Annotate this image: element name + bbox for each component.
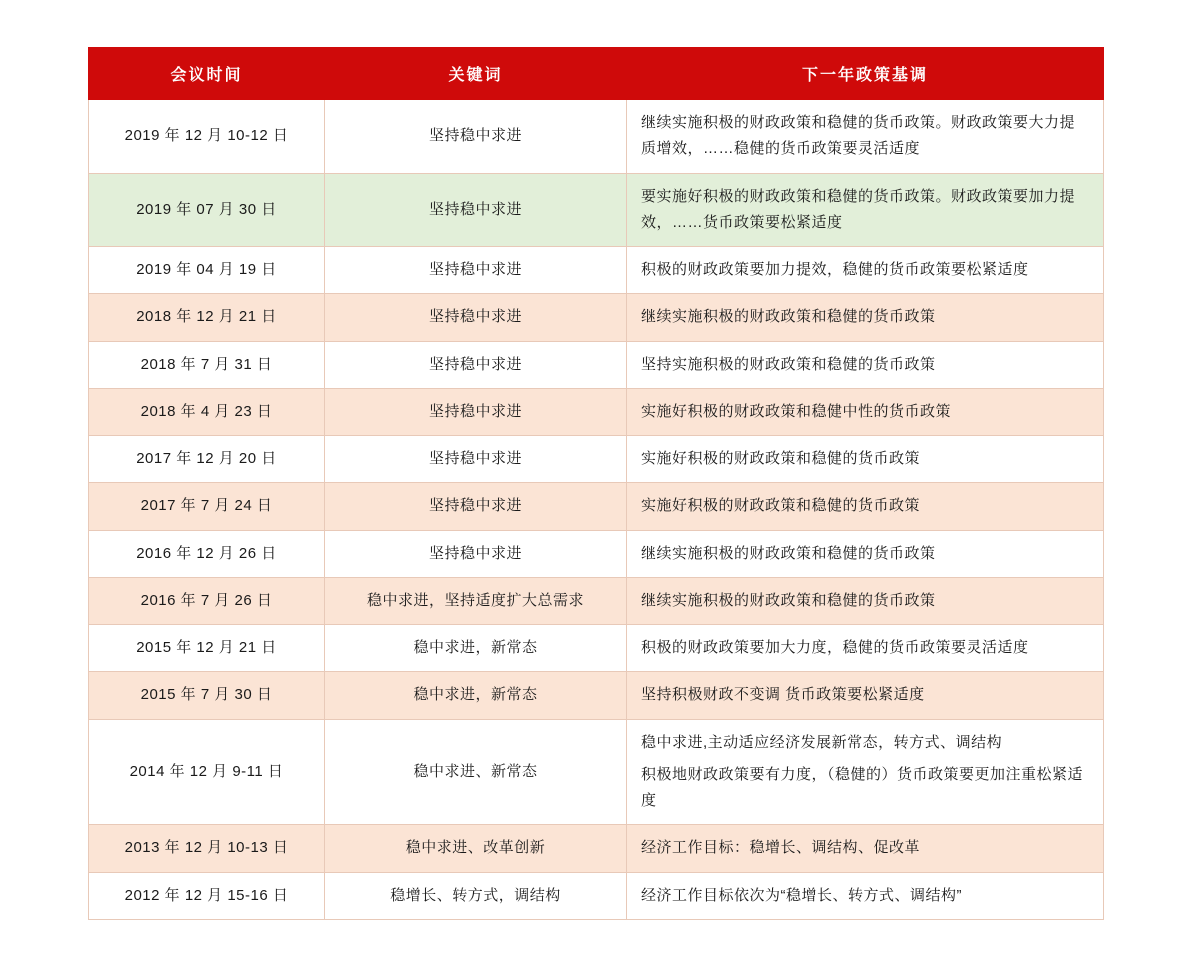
policy-line: 稳中求进,主动适应经济发展新常态，转方式、调结构 [641, 733, 1003, 751]
table-row [89, 341, 1104, 388]
policy-line: 积极的财政政策要加大力度，稳健的货币政策要灵活适度 [641, 639, 1029, 656]
cell-keyword: 稳中求进、改革创新 [325, 825, 627, 872]
policy-line: 继续实施积极的财政政策和稳健的货币政策。财政政策要大力提质增效，……稳健的货币政策要灵活适度 [641, 114, 1076, 158]
cell-keyword: 坚持稳中求进 [325, 294, 627, 341]
cell-meeting-time: 2017 年 12 月 20 日 [89, 436, 325, 483]
column-header-meeting-time: 会议时间 [89, 48, 325, 100]
column-header-keyword: 关键词 [325, 48, 627, 100]
table-row [89, 483, 1104, 530]
cell-meeting-time: 2019 年 07 月 30 日 [89, 173, 325, 247]
table-row [89, 577, 1104, 624]
cell-meeting-time: 2016 年 7 月 26 日 [89, 577, 325, 624]
cell-keyword: 坚持稳中求进 [325, 247, 627, 294]
table-row [89, 825, 1104, 872]
cell-keyword: 稳增长、转方式，调结构 [325, 872, 627, 919]
table-row [89, 388, 1104, 435]
table-body [89, 100, 1104, 920]
policy-line: 继续实施积极的财政政策和稳健的货币政策 [641, 308, 936, 326]
policy-line: 实施好积极的财政政策和稳健的货币政策 [641, 450, 921, 467]
cell-policy-tone [627, 247, 1104, 294]
column-header-policy-tone: 下一年政策基调 [627, 48, 1104, 100]
table-header-row [89, 48, 1104, 100]
policy-line: 坚持实施积极的财政政策和稳健的货币政策 [641, 355, 936, 373]
cell-keyword: 坚持稳中求进 [325, 341, 627, 388]
policy-line: 经济工作目标依次为“稳增长、转方式、调结构” [641, 886, 962, 904]
policy-table-container [88, 47, 1103, 920]
cell-meeting-time: 2018 年 12 月 21 日 [89, 294, 325, 341]
cell-meeting-time: 2019 年 12 月 10-12 日 [89, 100, 325, 174]
cell-meeting-time: 2018 年 4 月 23 日 [89, 388, 325, 435]
cell-keyword: 坚持稳中求进 [325, 100, 627, 174]
cell-policy-tone [627, 825, 1104, 872]
policy-table [88, 47, 1104, 920]
cell-meeting-time: 2017 年 7 月 24 日 [89, 483, 325, 530]
cell-meeting-time: 2015 年 7 月 30 日 [89, 672, 325, 719]
cell-keyword: 坚持稳中求进 [325, 436, 627, 483]
cell-keyword: 坚持稳中求进 [325, 530, 627, 577]
cell-policy-tone [627, 577, 1104, 624]
cell-policy-tone [627, 625, 1104, 672]
cell-policy-tone [627, 483, 1104, 530]
cell-meeting-time: 2018 年 7 月 31 日 [89, 341, 325, 388]
table-row [89, 719, 1104, 825]
table-row [89, 625, 1104, 672]
cell-policy-tone [627, 100, 1104, 174]
cell-policy-tone [627, 294, 1104, 341]
cell-keyword: 稳中求进，新常态 [325, 625, 627, 672]
policy-line: 实施好积极的财政政策和稳健中性的货币政策 [641, 402, 952, 420]
cell-meeting-time: 2015 年 12 月 21 日 [89, 625, 325, 672]
cell-keyword: 稳中求进，新常态 [325, 672, 627, 719]
cell-policy-tone [627, 341, 1104, 388]
cell-keyword: 坚持稳中求进 [325, 173, 627, 247]
cell-policy-tone [627, 719, 1104, 825]
policy-line: 实施好积极的财政政策和稳健的货币政策 [641, 497, 921, 515]
cell-meeting-time: 2014 年 12 月 9-11 日 [89, 719, 325, 825]
table-row [89, 100, 1104, 174]
cell-policy-tone [627, 173, 1104, 247]
policy-line: 继续实施积极的财政政策和稳健的货币政策 [641, 544, 936, 562]
cell-meeting-time: 2012 年 12 月 15-16 日 [89, 872, 325, 919]
table-row [89, 530, 1104, 577]
cell-meeting-time: 2013 年 12 月 10-13 日 [89, 825, 325, 872]
table-row [89, 672, 1104, 719]
policy-line: 继续实施积极的财政政策和稳健的货币政策 [641, 591, 936, 609]
policy-line: 积极的财政政策要加力提效，稳健的货币政策要松紧适度 [641, 261, 1029, 278]
cell-policy-tone [627, 388, 1104, 435]
cell-meeting-time: 2019 年 04 月 19 日 [89, 247, 325, 294]
policy-line: 积极地财政政策要有力度，（稳健的）货币政策要更加注重松紧适度 [641, 765, 1084, 809]
table-row [89, 872, 1104, 919]
cell-policy-tone [627, 436, 1104, 483]
cell-policy-tone [627, 672, 1104, 719]
cell-keyword: 稳中求进、新常态 [325, 719, 627, 825]
cell-keyword: 坚持稳中求进 [325, 483, 627, 530]
table-row [89, 247, 1104, 294]
cell-meeting-time: 2016 年 12 月 26 日 [89, 530, 325, 577]
table-row [89, 436, 1104, 483]
policy-line: 要实施好积极的财政政策和稳健的货币政策。财政政策要加力提效，……货币政策要松紧适度 [641, 187, 1076, 231]
cell-policy-tone [627, 530, 1104, 577]
cell-keyword: 稳中求进，坚持适度扩大总需求 [325, 577, 627, 624]
table-row [89, 173, 1104, 247]
policy-line: 经济工作目标：稳增长、调结构、促改革 [641, 839, 921, 857]
policy-line: 坚持积极财政不变调 货币政策要松紧适度 [641, 686, 925, 704]
cell-policy-tone [627, 872, 1104, 919]
table-row [89, 294, 1104, 341]
table-header [89, 48, 1104, 100]
cell-keyword: 坚持稳中求进 [325, 388, 627, 435]
